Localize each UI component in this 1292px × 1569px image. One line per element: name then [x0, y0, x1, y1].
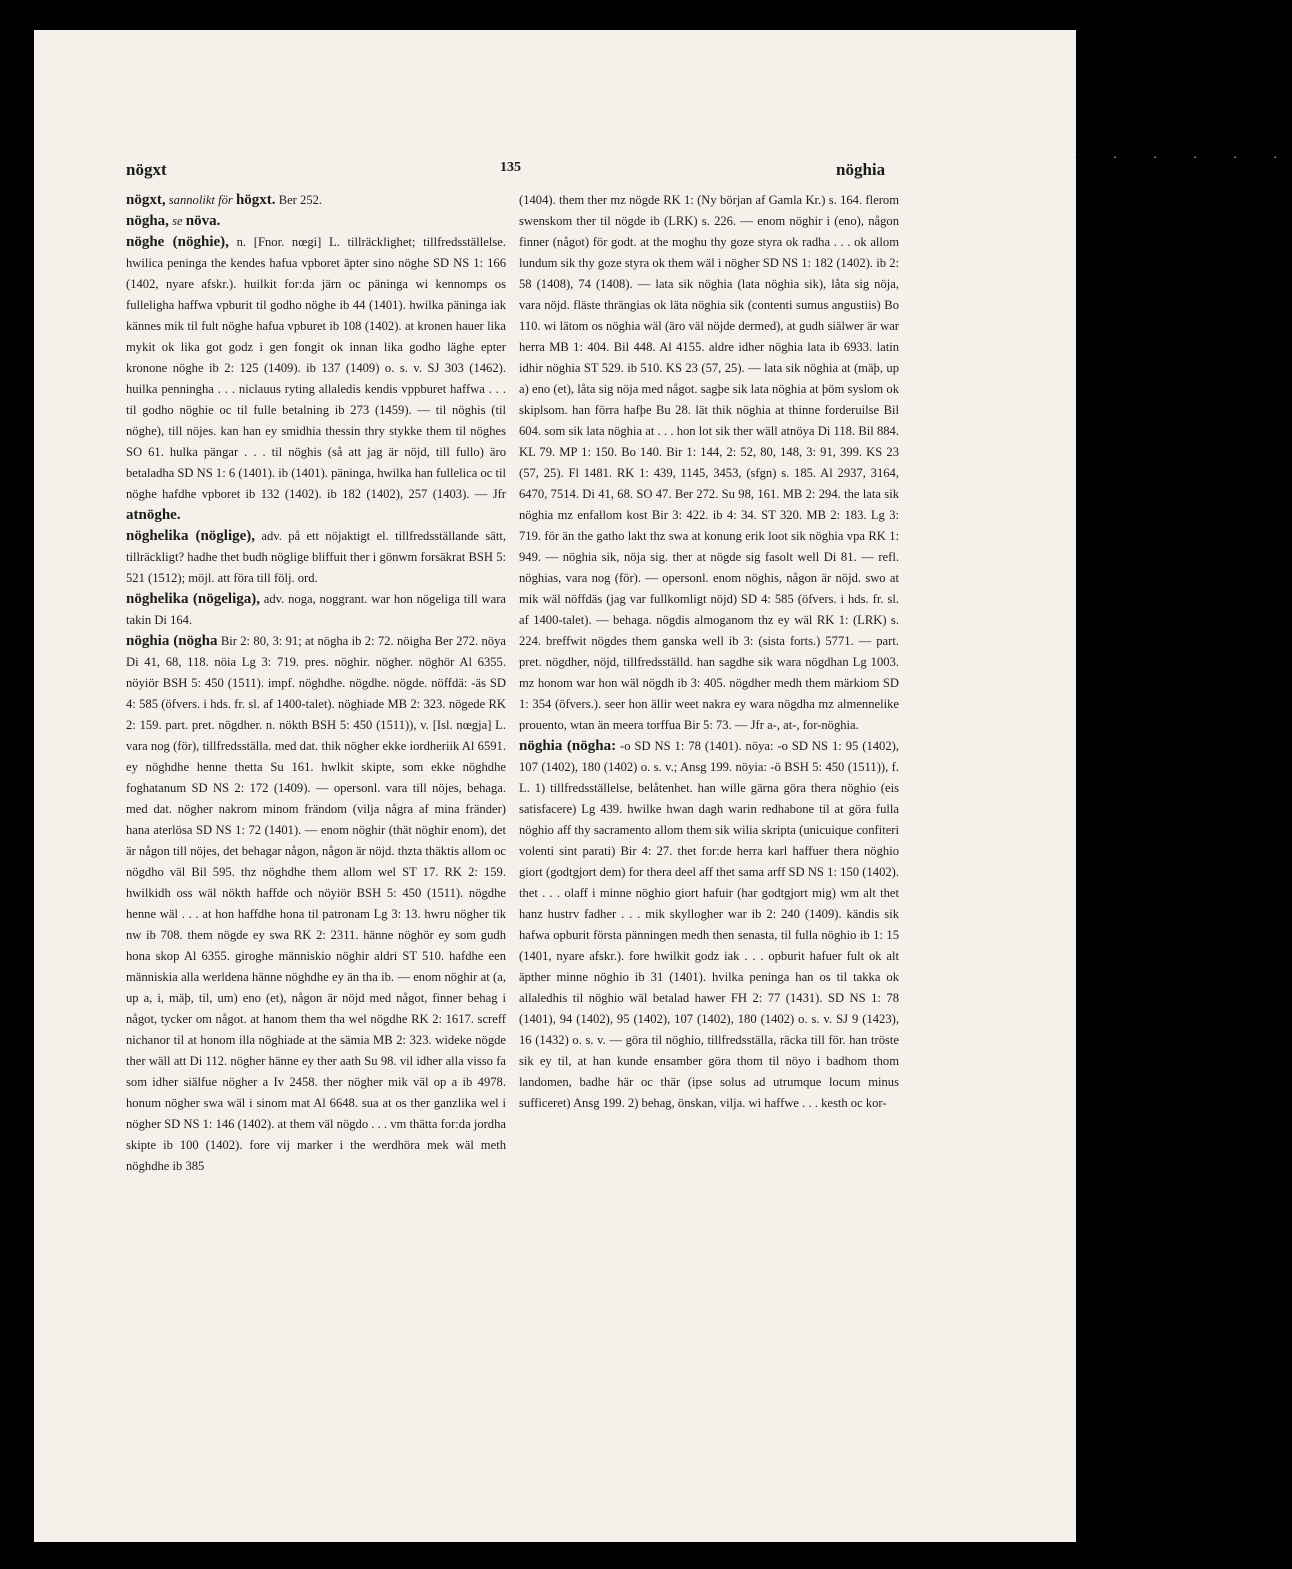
page-number: 135 [500, 160, 521, 175]
entry-noghia-continued [519, 190, 899, 736]
cross-ref-word: növa. [185, 213, 221, 229]
entry-noghelika-1 [126, 526, 506, 589]
entry-text: Bir 2: 80, 3: 91; at nögha ib 2: 72. nöigha Ber 272. nöya Di 41, 68, 118. nöia Lg 3: 719. pres. nöghir. nögher. nöghör Al 6355. nöyiör BSH 5: 450 (1511). impf. nöghdhe. nögdhe. nögde. nöffdä: -äs SD 4: 585 (öfvers. i hds. fr. sl. af 1400-talet). nöghiade MB 2: 323. nögede RK 2: 159. part. pret. nögdher. n. nökth BSH 5: 450 (1511)), v. [Isl. nœgja] L. vara nog (för), tillfredsställa. med dat. thik nögher ekke iordheriik Al 6591. ey nöghdhe henne thetta Su 161. hwlkit skipte, som ekke nöghdhe foghatanum SD NS 2: 172 (1409). — opersonl. vara till nöjes, behaga. med dat. nögher nakrom minom frändom (vilja några af mina fränder) hana aterlösa SD NS 1: 72 (1401). — enom nöghir (thät nöghir enom), det är någon till nöjes, det behagar någon, någon är nöjd. thzta thäktis allom oc nögdho väl Bil 595. thz nöghdhe them allom wel ST 17. RK 2: 159. hwilkidh oss wäl nökth haffde och nöyiör BSH 5: 450 (1511). nögdhe henne wäl . . . at hon haffdhe hona til patronam Lg 3: 13. hwru nögher tik nw ib 708. them nögde ey swa RK 2: 2311. hänne nöghör ey som gudh hona skop Al 6355. giroghe människio nöghir aldri ST 510. hafdhe een människia alla werldena hänne nöghdhe ey än tha ib. — enom nöghir at (a, up a, i, mäþ, til, um) eno (et), någon är nöjd med något, finner behag i något, tycker om något. at hanom them tha wel nögdhe RK 2: 1617. screff nichanor til at honom illa nöghiade at the sämia MB 2: 323. wideke nögde ther wäll att Di 112. nögher hänne ey ther aath Su 98. vil idher alla visso fa som idher siälfue nögher a Iv 2458. ther nögher mik väl op a ib 4978. honum nögher swa wäl i sinom mat Al 6648. sua at os ther ganzlika wel i nögher SD NS 1: 146 (1402). at them väl nögdo . . . vm thätta for:da jordha skipte ib 100 (1402). fore vij marker i the werdhöra mek wäl meth nöghdhe ib 385 [126, 634, 506, 1173]
entry-text: adv. noga, noggrant. war hon nögeliga till wara takin Di 164. [126, 592, 506, 627]
entry-text: (1404). them ther mz nögde RK 1: (Ny början af Gamla Kr.) s. 164. flerom swenskom ther til nögde ib (LRK) s. 226. — enom nöghir i (eno), någon finner (något) för godt. at the moghu thy goze styra ok radha . . . ok allom lundum sik thy goze styra ok them wäl i nögher SD NS 1: 182 (1402). ib 2: 58 (1408), 74 (1408). — lata sik nöghia (lata nöghia sik), låta sig nöja, vara nöjd. fläste thrängias ok läta nöghia sik (contenti sumus angustiis) Bo 110. wi lätom os nöghia wäl (äro väl nöjde dermed), at gudh siälwer är war herra MB 1: 404. Bil 448. Al 4155. aldre idher nöghia lata ib 6933. latin idhir nöghia ST 529. ib 510. KS 23 (57, 25). — lata sik nöghia at (mäþ, up a) eno (et), låta sig nöja med något. sagþe sik lata nöghia at þöm syslom ok skiplsom. han förra hafþe Bu 28. lät thik nöghia at thinne forderuilse Bil 604. som sik lata nöghia at . . . hon lot sik ther wäll atnöya Di 118. Bil 884. KL 79. MP 1: 150. Bo 140. Bir 1: 144, 2: 52, 80, 148, 3: 91, 399. KS 23 (57, 25). Fl 1481. RK 1: 439, 1145, 3453, (sfgn) s. 185. Al 2937, 3164, 6470, 7514. Di 41, 68. SO 47. Ber 272. Su 98, 161. MB 2: 294. the lata sik nöghia mz enfallom kost Bir 3: 422. ib 4: 34. ST 320. MB 2: 183. Lg 3: 719. för än the gatho lakt thz swa at konung erik loot sik nöghia vpa RK 1: 949. — nöghia sik, nöja sig. ther at nögde sig fasolt well Di 81. — refl. nöghias, vara nog (för). — opersonl. enom nöghis, någon är nöjd. swo at mik wäl nöffdäs (jag var fullkomligt nöjd) SD 4: 585 (öfvers. i hds. fr. sl. af 1400-talet). — behaga. nögdis almoganom thz ey wäl RK 1: (LRK) s. 224. breffwit nögdes them ganska well ib 3: (sista forts.) 5771. — part. pret. nögdher, nöjd, tillfredsställd. han sagdhe sik wara nögdhan Lg 1003. mz honom war hon wäl nögdh ib 3: 405. nögdher medh them märkiom SD 1: 354 (öfvers.). seer hon ällir weet nakra ey wara nögdha mz almennelike prouento, wtan än meera torffua Bir 5: 73. — Jfr a-, at-, for-nöghia. [519, 193, 899, 732]
entry-noghia-noun [519, 736, 899, 1114]
entry-text: n. [Fnor. nœgi] L. tillräcklighet; tillfredsställelse. hwilica peninga the kendes hafua vpboret äpter sino nöghe SD NS 1: 166 (1402, nyare afskr.). huilkit for:da järn oc päninga wi kennomps os fulleligha haffwa vpburit til godho nöghe ib 44 (1401). hwilka päninga iak kännes mik til fult nöghe hafua vpburet ib 108 (1402). at kronen hauer lika mykit ok lika got godz i gen fongit ok innan lika godho läghe epter kronone nöghe ib 2: 125 (1409). ib 137 (1409) o. s. v. SJ 303 (1462). huilka penningha . . . niclauus ryting allaledis kendis vppburet haffwa . . . til godho nöghie oc til fulle betalning ib 273 (1459). — til nöghis (til nöghe), till nöjes. kan han ey smidhia thessin thry stykke them til nöghes SO 61. hulka pängar . . . til nöghis (så att jag är nöjd, till fullo) äro betaladha SD NS 1: 6 (1401). ib (1401). päninga, hwilka han fullelica oc til nöghe hafdhe vpboret ib 132 (1402). ib 182 (1402), 257 (1403). — Jfr [126, 235, 506, 501]
left-column [126, 190, 506, 1177]
entry-noghe [126, 232, 506, 526]
entry-noghia-verb [126, 631, 506, 1177]
running-head-right: nöghia [836, 160, 886, 179]
cross-ref-word: högxt. [235, 192, 276, 208]
running-head-left: nögxt [126, 160, 167, 179]
entry-nogha [126, 211, 506, 232]
headword: nöghia (nögha [126, 633, 218, 649]
headword: nögha, [126, 213, 169, 229]
headword: nöghe (nöghie), [126, 234, 229, 250]
right-column [519, 190, 899, 1114]
see-label: se [172, 214, 183, 228]
entry-nogxt [126, 190, 506, 211]
headword: nöghelika (nöglige), [126, 528, 256, 544]
edge-marks: . . . . . . [1072, 150, 1292, 161]
entry-text: Ber 252. [278, 193, 323, 207]
cross-ref-word: atnöghe. [126, 507, 181, 523]
headword: nöghia (nögha: [519, 738, 617, 754]
headword: nöghelika (nögeliga), [126, 591, 260, 607]
headword: nögxt, [126, 192, 166, 208]
gloss: sannolikt för [168, 193, 233, 207]
entry-noghelika-2 [126, 589, 506, 631]
dictionary-page [34, 30, 1076, 1542]
entry-text: adv. på ett nöjaktigt el. tillfredsställande sätt, tillräckligt? hadhe thet budh nöglige bliffuit ther i gönwm forsäkrat BSH 5: 521 (1512); möjl. att föra till följ. ord. [126, 529, 506, 585]
entry-text: -o SD NS 1: 78 (1401). nöya: -o SD NS 1: 95 (1402), 107 (1402), 180 (1402) o. s. v.; Ansg 199. nöyia: -ö BSH 5: 450 (1511)), f. L. 1) tillfredsställelse, belåtenhet. han wille gärna göra thera nöghio (eis satisfacere) Lg 439. hwilke hwan dagh warin redhabone til at göra fulla nöghio aff thy sacramento allom them sik wilia skripta (unicuique confiteri volenti sint parati) Bir 4: 27. thet for:de herra karl haffuer thera nöghio giort (godtgjort dem) for thera deel aff thet sama arff SD NS 1: 150 (1402). thet . . . olaff i minne nöghio giort hafuir (har godtgjort mig) wm alt thet hanz hustrv fadher . . . mik skyllogher war ib 2: 240 (1409). kändis sik hafwa opburit första pänningen medh then senasta, til fulla nöghio ib 1: 15 (1401, nyare afskr.). fore hwilkit godz iak . . . opburit hafuer fult ok alt äpther minne nöghio ib 31 (1401). hvilka peninga han os til takka ok allaledhis til nöghio wäl betalad hawer FH 2: 77 (1431). SD NS 1: 78 (1401), 94 (1402), 95 (1402), 107 (1402), 180 (1402) o. s. v. SJ 9 (1423), 16 (1432) o. s. v. — göra til nöghio, tillfredsställa, räcka till för. han tröste sik ey til, at han kunde ensamber göra thom til nöyo i badhom thom landomen, badhe här oc thär (ipse solus ad utrumque locum minus sufficeret) Ansg 199. 2) behag, önskan, vilja. wi haffwe . . . kesth oc kor- [519, 739, 899, 1110]
